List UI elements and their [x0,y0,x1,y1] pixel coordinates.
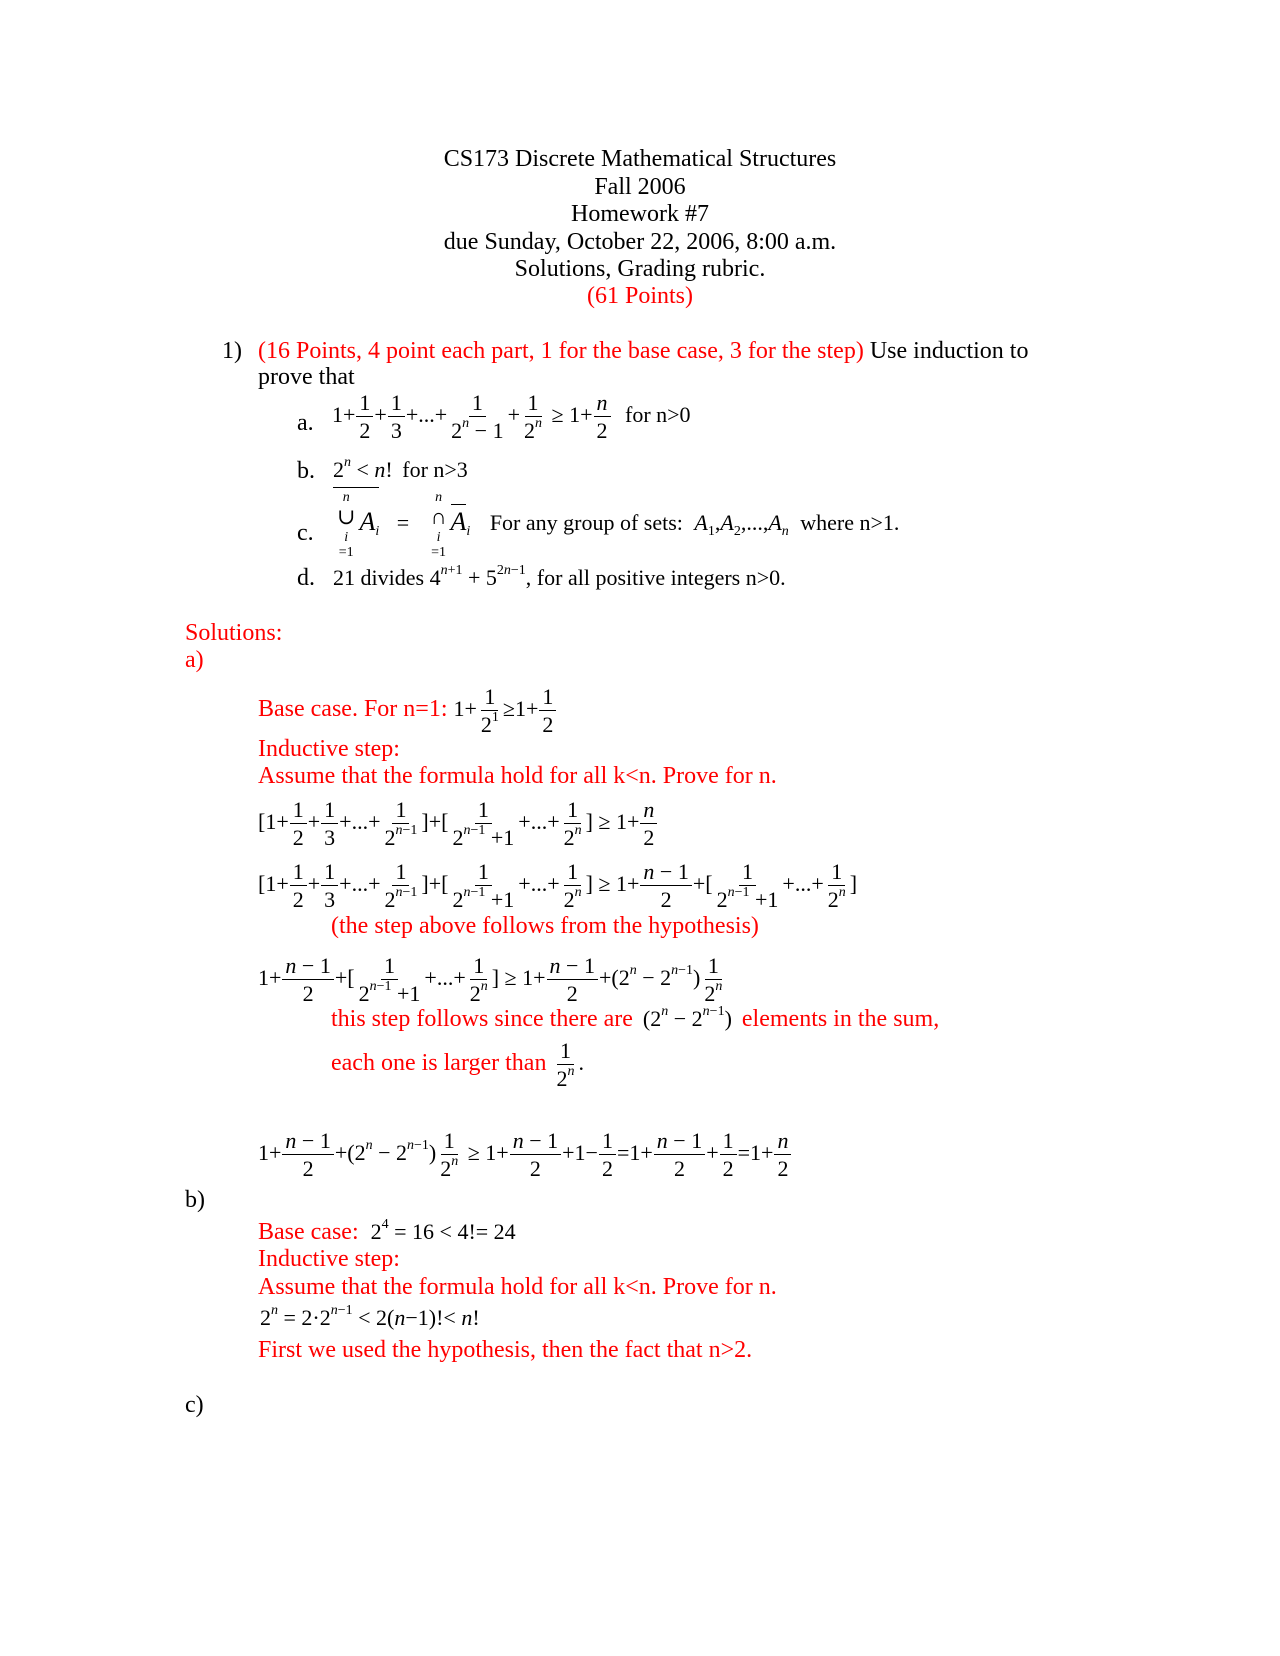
solution-b-label: b) [185,1187,205,1213]
solution-a-label: a) [185,647,204,673]
course-title: CS173 Discrete Mathematical Structures [443,146,837,172]
part-a-label: a. [297,410,314,436]
base-case-text: Base case. For n=1: [258,696,448,723]
solution-a-base: Base case. For n=1: 1+ $\frac{1}{2^1}$ ≥1+ $\frac{1}{2}$ [258,686,557,736]
solutions-heading: Solutions: [185,620,283,646]
solution-a-eq1: [1+ $\frac{1}{2}$ + $\frac{1}{3}$ +...+ $\frac{1}{2^{n-1}}$ ]+[ $\frac{1}{2^{n-1} +1}$ +...+ $\frac{1}{2^n}$ ] ≥ 1+ $\frac{n}{2}$ [258,799,658,849]
solution-a-eq4: 1+ $\frac{n - 1}{2}$ $+(2^n - 2^{n-1})$ $\frac{1}{2^n}$ ≥ 1+ $\frac{n - 1}{2}$ +1− $\frac{1}{2}$ =1+ $\frac{n - 1}{2}$ + $\frac{1}{2}$ =1+ $\frac{n}{2}$ [258,1130,792,1180]
solution-b-inductive: Inductive step: [258,1246,400,1272]
solution-a-note3: each one is larger than $\frac{1}{2^n}$ . [331,1038,584,1091]
part-b-formula: $2^n < n$! for n>3 [333,455,468,482]
solution-b-conclusion: First we used the hypothesis, then the fact that n>2. [258,1337,753,1363]
term: Fall 2006 [594,174,686,200]
due-date: due Sunday, October 22, 2006, 8:00 a.m. [443,229,837,255]
solution-a-assume: Assume that the formula hold for all k<n. Prove for n. [258,763,777,789]
part-d-formula: 21 divides $4^{n+1} + 5^{2n-1}$, for all positive integers n>0. [333,563,786,590]
solution-a-inductive: Inductive step: [258,736,400,762]
solution-b-base: Base case: $2^4 = 16 < 4!= 24$ [258,1217,516,1245]
solution-a-note2: this step follows since there are $(2^n - 2^{n-1})$ elements in the sum, [331,1004,940,1032]
part-b-condition: for n>3 [402,457,468,482]
solution-b-eq: $2^n = 2\cdot 2^{n-1} < 2(n-1)!< n$! [260,1303,480,1330]
solution-a-eq2: [1+ $\frac{1}{2}$ + $\frac{1}{3}$ +...+ $\frac{1}{2^{n-1}}$ ]+[ $\frac{1}{2^{n-1} +1}$ +...+ $\frac{1}{2^n}$ ] ≥ 1+ $\frac{n - 1}{2}$ +[ $\frac{1}{2^{n-1} +1}$ +...+ $\frac{1}{2^n}$ ] [258,859,858,912]
note2b-text: elements in the sum, [741,1006,940,1032]
solution-b-assume: Assume that the formula hold for all k<n. Prove for n. [258,1274,777,1300]
part-d-pre: 21 divides [333,565,425,590]
part-d-label: d. [297,565,315,591]
solution-a-note1: (the step above follows from the hypothesis) [331,913,759,939]
question-number: 1) [222,338,242,364]
part-a-condition: for n>0 [625,402,691,428]
question-instruction-cont: prove that [258,364,355,390]
solution-c-label: c) [185,1392,204,1418]
part-c-condition: where n>1. [800,510,900,536]
homework-title: Homework #7 [571,201,709,227]
total-points: (61 Points) [586,283,693,309]
question-instruction: Use induction to [869,338,1029,364]
part-c-formula: n ∪ i $=1A_i$ = n ∩ i $=1A_i$ For any group of sets: $A_1,A_2,...,A_n$ where n>1. [333,487,899,560]
b-base-text: Base case: [258,1219,359,1245]
subtitle: Solutions, Grading rubric. [514,256,766,282]
part-c-text: For any group of sets: [489,510,683,536]
part-d-post: , for all positive integers n>0. [525,565,786,590]
question-1-line [258,338,1028,365]
solution-a-eq3: 1+ $\frac{n - 1}{2}$ +[ $\frac{1}{2^{n-1} +1}$ +...+ $\frac{1}{2^n}$ ] ≥ 1+ $\frac{n - 1}{2}$ $+(2^n - 2^{n-1})$ $\frac{1}{2^n}$ [258,953,723,1006]
question-points: (16 Points, 4 point each part, 1 for the base case, 3 for the step) [258,338,864,364]
note2-text: this step follows since there are [331,1006,633,1032]
note3-text: each one is larger than [331,1050,547,1077]
part-c-label: c. [297,520,314,546]
part-a-formula: 1+ $\frac{1}{2}$ + $\frac{1}{3}$ +...+ $\frac{1}{2^n - 1}$ + $\frac{1}{2^n}$ ≥ 1+ $\frac{n}{2}$ for n>0 [332,390,691,443]
part-b-label: b. [297,458,315,484]
